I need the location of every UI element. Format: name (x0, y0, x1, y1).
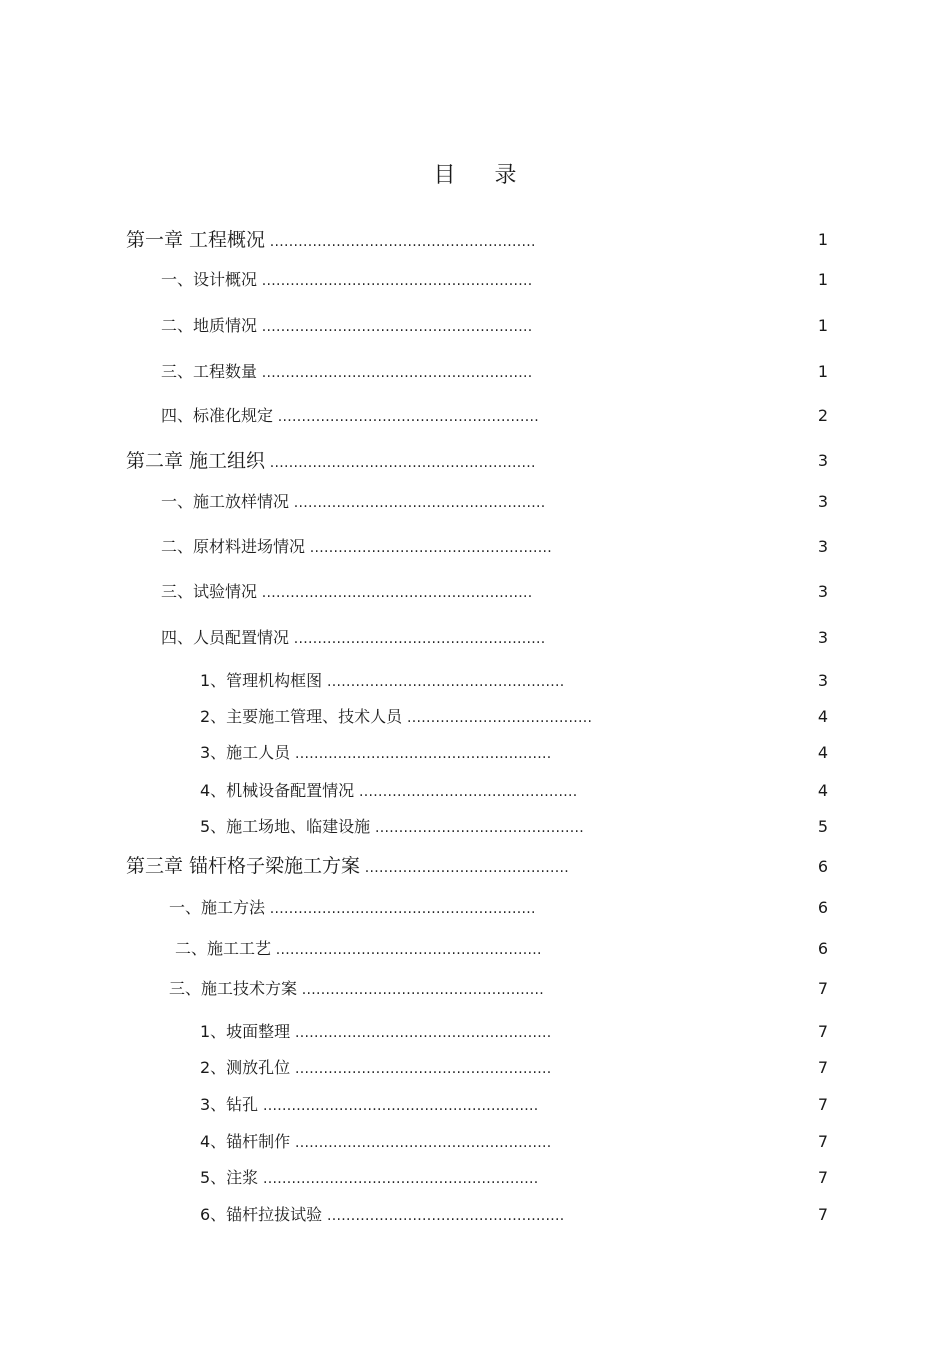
toc-page-number: 3 (817, 582, 828, 601)
toc-leader-dots: ...................................................... (290, 746, 552, 762)
toc-label: 第一章 工程概况 (126, 229, 266, 251)
toc-label: 2、测放孔位 (200, 1058, 291, 1077)
toc-leader-dots: .............................................. (354, 784, 578, 800)
toc-page-number: 7 (817, 1168, 828, 1187)
toc-leader-dots: ........................................................ (271, 942, 542, 958)
toc-leader-dots: ......................................................... (257, 585, 533, 601)
toc-leader-dots: ......................................................... (257, 273, 533, 289)
toc-leader-dots: ................................................... (297, 982, 545, 998)
toc-entry[interactable] (200, 815, 584, 839)
toc-entry-chapter-3[interactable] (126, 854, 569, 878)
toc-entry-chapter-2[interactable] (126, 449, 536, 473)
toc-leader-dots: ...................................................... (290, 1135, 552, 1151)
toc-entry[interactable] (200, 1166, 538, 1190)
toc-label: 一、设计概况 (161, 270, 258, 289)
toc-entry[interactable] (161, 490, 546, 514)
page-title: 目 录 (433, 163, 533, 188)
toc-label: 三、施工技术方案 (169, 979, 298, 998)
toc-label: 1、管理机构框图 (200, 671, 323, 690)
toc-entry[interactable] (175, 937, 542, 961)
toc-label: 5、注浆 (200, 1168, 259, 1187)
toc-leader-dots: ...................................................... (290, 1025, 552, 1041)
toc-label: 3、钻孔 (200, 1095, 259, 1114)
toc-page-number: 3 (817, 492, 828, 511)
toc-entry[interactable] (200, 1020, 551, 1044)
toc-page-number: 7 (817, 1022, 828, 1041)
toc-page-number: 3 (817, 671, 828, 690)
toc-label: 3、施工人员 (200, 743, 291, 762)
toc-entry[interactable] (161, 580, 533, 604)
toc-label: 二、施工工艺 (175, 939, 272, 958)
toc-entry[interactable] (161, 360, 533, 384)
toc-entry[interactable] (200, 1093, 538, 1117)
toc-page-number: 4 (817, 743, 828, 762)
toc-page-number: 7 (817, 1205, 828, 1224)
toc-label: 4、机械设备配置情况 (200, 781, 355, 800)
toc-leader-dots: ............................................ (370, 820, 584, 836)
toc-entry[interactable] (161, 535, 552, 559)
toc-page-number: 6 (817, 857, 828, 876)
toc-label: 2、主要施工管理、技术人员 (200, 707, 403, 726)
toc-leader-dots: ...................................................... (290, 1061, 552, 1077)
toc-page-number: 3 (817, 537, 828, 556)
toc-page-number: 1 (817, 316, 828, 335)
toc-page-number: 1 (817, 270, 828, 289)
toc-leader-dots: ..................................................... (289, 495, 546, 511)
toc-page-number: 6 (817, 939, 828, 958)
toc-page-number: 2 (817, 406, 828, 425)
toc-label: 4、锚杆制作 (200, 1132, 291, 1151)
toc-page-number: 4 (817, 707, 828, 726)
toc-leader-dots: ......................................................... (257, 365, 533, 381)
toc-entry[interactable] (200, 1130, 551, 1154)
toc-leader-dots: .................................................. (322, 674, 565, 690)
toc-page-number: 7 (817, 1095, 828, 1114)
toc-label: 二、原材料进场情况 (161, 537, 306, 556)
toc-entry[interactable] (161, 404, 539, 428)
toc-leader-dots: .................................................. (322, 1208, 565, 1224)
toc-leader-dots: ................................................... (305, 540, 553, 556)
toc-label: 1、坡面整理 (200, 1022, 291, 1041)
toc-label: 四、人员配置情况 (161, 628, 290, 647)
toc-leader-dots: ........................................... (360, 860, 570, 876)
toc-leader-dots: ........................................................ (265, 234, 536, 250)
toc-label: 四、标准化规定 (161, 406, 274, 425)
toc-leader-dots: ....................................... (402, 710, 593, 726)
toc-entry[interactable] (161, 268, 533, 292)
toc-page-number: 1 (817, 230, 828, 249)
toc-leader-dots: ..................................................... (289, 631, 546, 647)
toc-entry[interactable] (200, 705, 592, 729)
toc-label: 第二章 施工组织 (126, 450, 266, 472)
toc-page-number: 7 (817, 1132, 828, 1151)
toc-page-number: 6 (817, 898, 828, 917)
toc-entry[interactable] (200, 741, 551, 765)
toc-label: 三、工程数量 (161, 362, 258, 381)
toc-entry-chapter-1[interactable] (126, 228, 536, 252)
toc-leader-dots: ....................................................... (273, 409, 540, 425)
toc-page-number: 3 (817, 628, 828, 647)
toc-page-number: 1 (817, 362, 828, 381)
toc-label: 5、施工场地、临建设施 (200, 817, 371, 836)
toc-entry[interactable] (161, 626, 546, 650)
toc-leader-dots: .......................................................... (258, 1171, 539, 1187)
toc-leader-dots: .......................................................... (258, 1098, 539, 1114)
toc-page-number: 4 (817, 781, 828, 800)
toc-leader-dots: ........................................................ (265, 455, 536, 471)
toc-entry[interactable] (200, 1203, 564, 1227)
toc-label: 三、试验情况 (161, 582, 258, 601)
toc-entry[interactable] (200, 1056, 551, 1080)
toc-label: 一、施工方法 (169, 898, 266, 917)
toc-entry[interactable] (200, 669, 564, 693)
toc-entry[interactable] (161, 314, 533, 338)
toc-entry[interactable] (169, 896, 536, 920)
toc-page-number: 5 (817, 817, 828, 836)
toc-leader-dots: ........................................................ (265, 901, 536, 917)
toc-label: 6、锚杆拉拔试验 (200, 1205, 323, 1224)
toc-entry[interactable] (169, 977, 544, 1001)
toc-page-number: 3 (817, 451, 828, 470)
toc-label: 一、施工放样情况 (161, 492, 290, 511)
toc-page-number: 7 (817, 979, 828, 998)
toc-leader-dots: ......................................................... (257, 319, 533, 335)
toc-entry[interactable] (200, 779, 577, 803)
toc-label: 二、地质情况 (161, 316, 258, 335)
toc-page-number: 7 (817, 1058, 828, 1077)
toc-label: 第三章 锚杆格子梁施工方案 (126, 855, 361, 877)
